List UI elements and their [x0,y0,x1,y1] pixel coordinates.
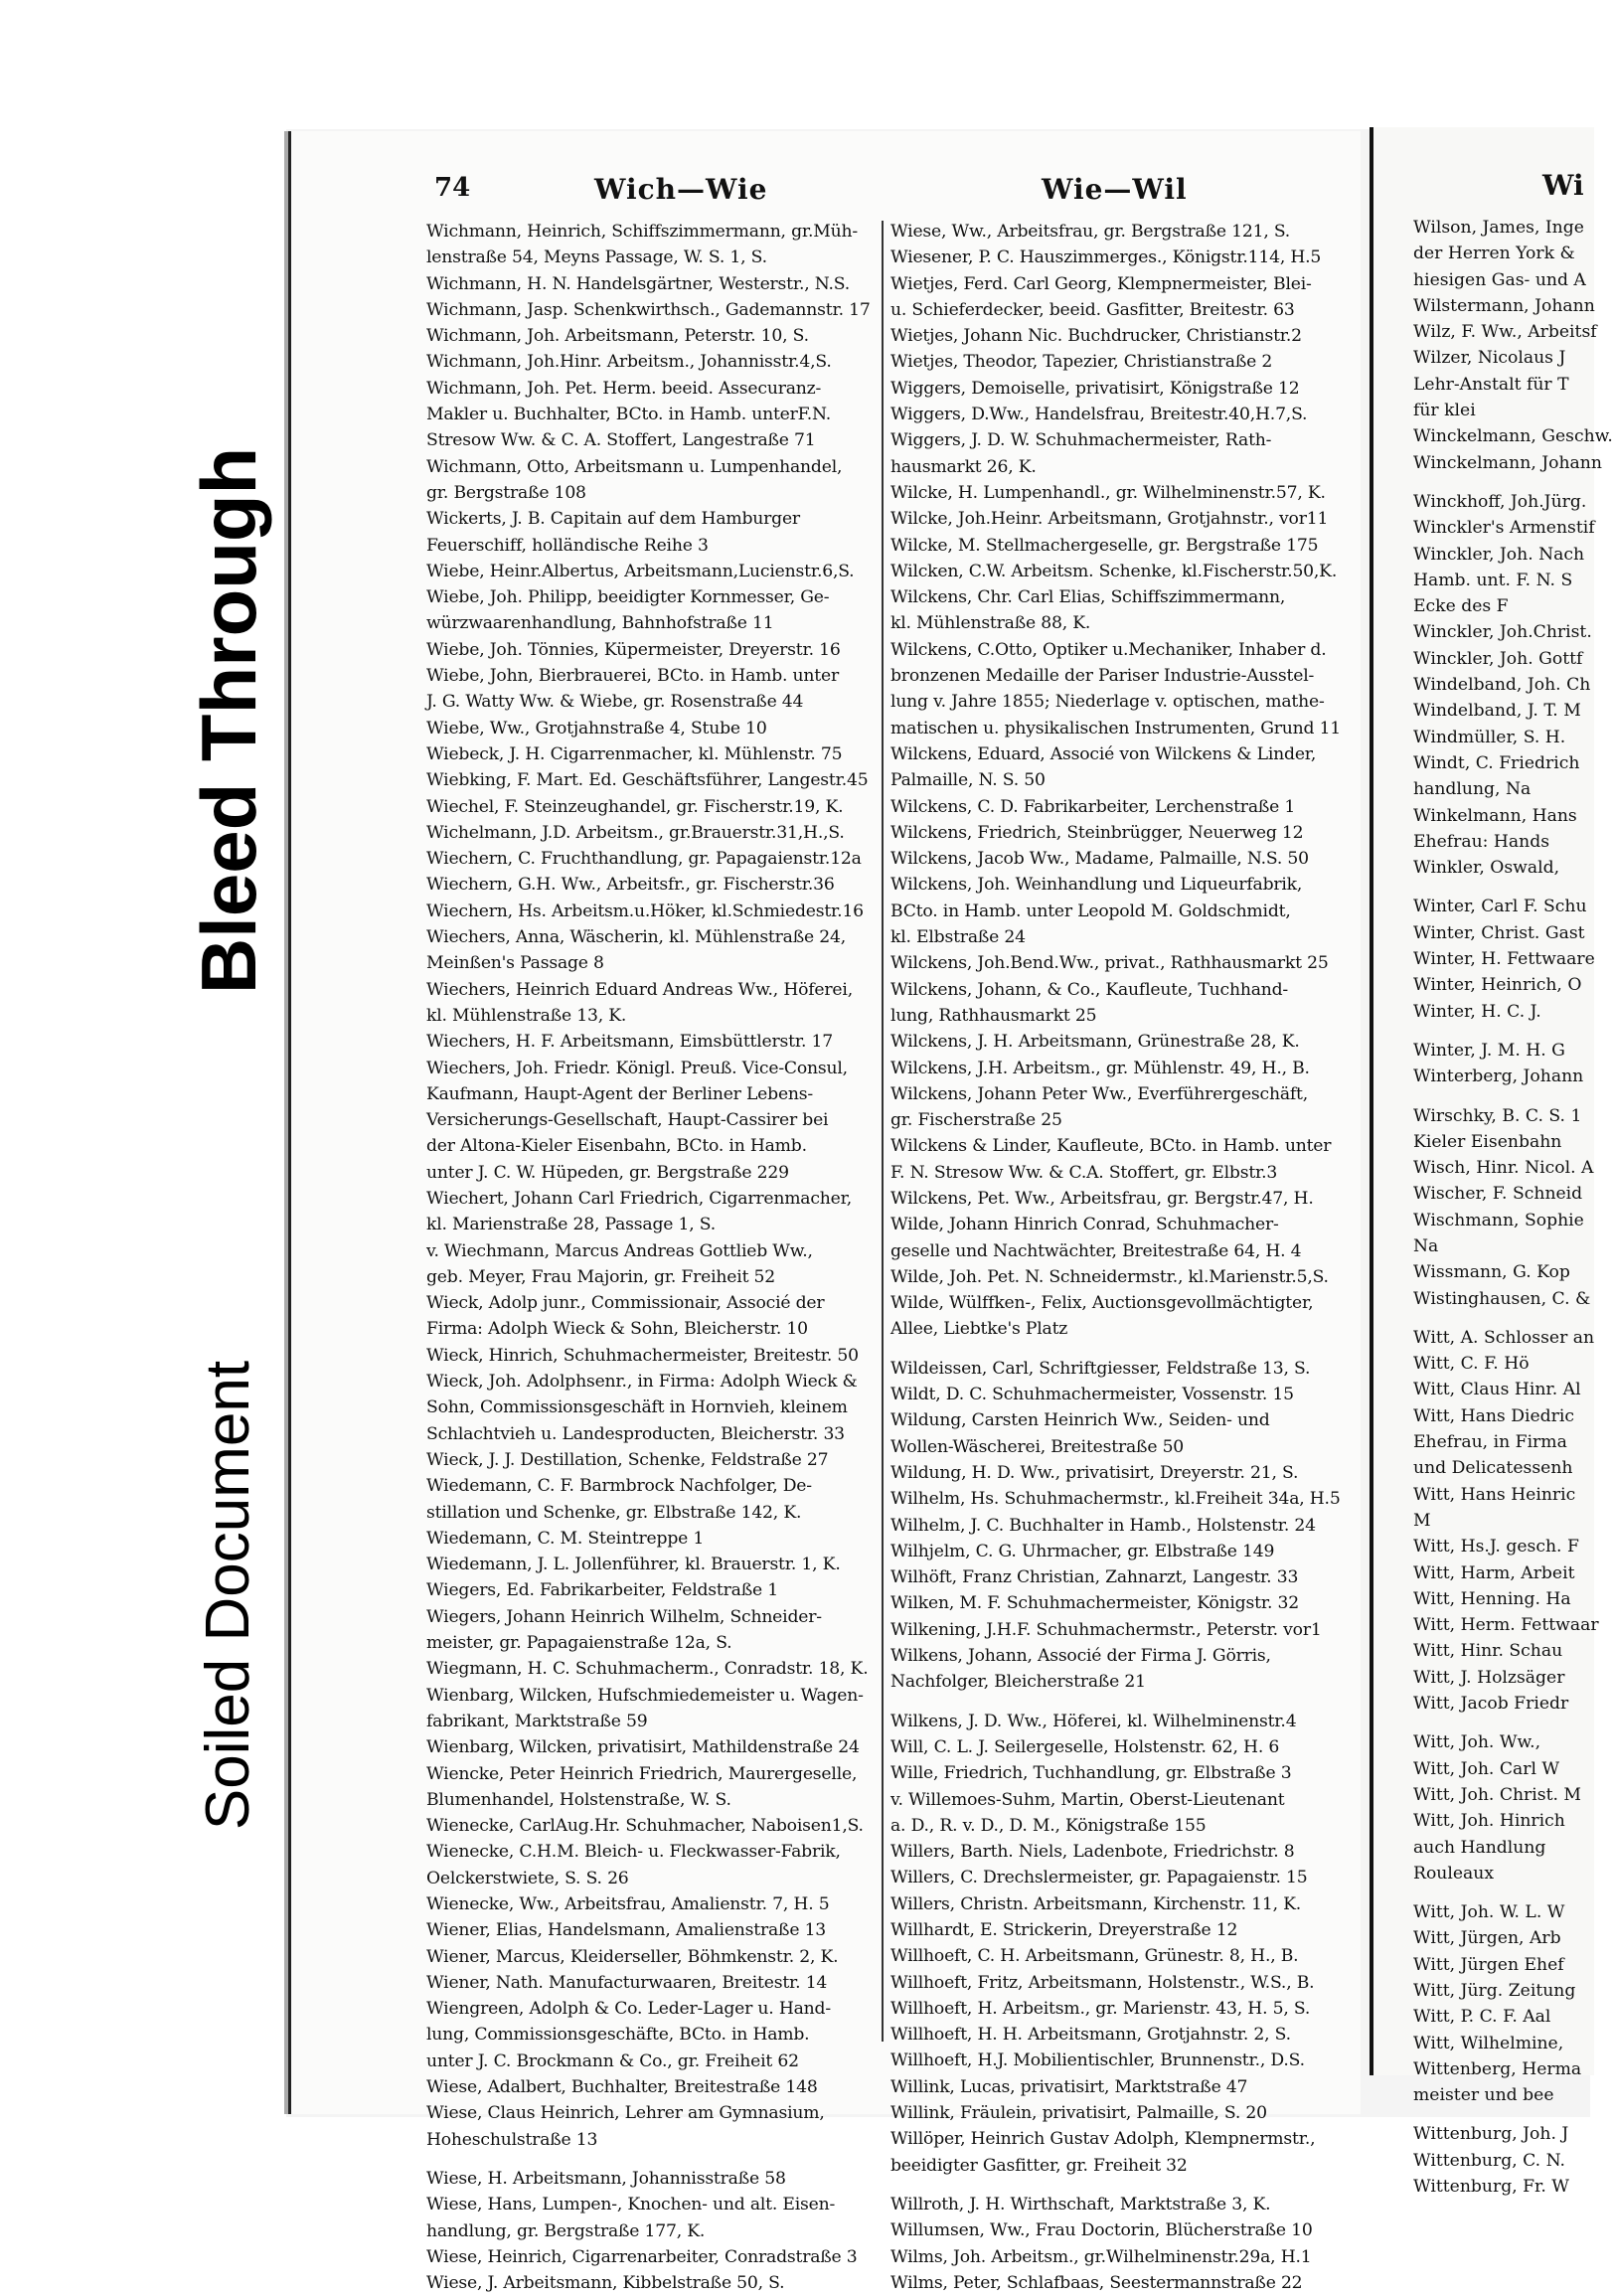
directory-entry-line: Winckhoff, Joh.Jürg. [1413,491,1587,512]
directory-entry-line: lenstraße 54, Meyns Passage, W. S. 1, S. [426,247,767,268]
directory-entry-line: für klei [1413,401,1476,421]
directory-entry-line: Winkelmann, Hans [1413,805,1577,826]
directory-entry-line: Wienbarg, Wilcken, Hufschmiedemeister u. Wagen- [426,1685,864,1706]
page-number: 74 [434,173,471,203]
directory-entry-line: meister, gr. Papagaienstraße 12a, S. [426,1633,732,1654]
directory-entry-line: Wiese, Adalbert, Buchhalter, Breitestraße 148 [426,2077,818,2098]
directory-entry-line: Witt, Joh. Hinrich [1413,1811,1565,1832]
directory-entry-line: Winter, H. C. J. [1413,1001,1541,1022]
directory-entry-line: Wildeissen, Carl, Schriftgiesser, Feldstraße 13, S. [890,1358,1311,1379]
directory-entry-line: und Delicatessenh [1413,1458,1573,1479]
directory-entry-line: Winckler's Armenstif [1413,518,1595,539]
directory-entry-line: Wilms, Peter, Schlafbaas, Seestermannstraße 22 [890,2272,1303,2293]
directory-entry-line: Wiechern, Hs. Arbeitsm.u.Höker, kl.Schmiedestr.16 [426,901,864,921]
directory-entry-line [1413,1090,1612,1103]
directory-entry-line: Wistinghausen, C. & [1413,1288,1591,1309]
directory-entry-line: Wittenberg, Herma [1413,2058,1582,2079]
directory-entry-line: Witt, Joh. Carl W [1413,1758,1560,1779]
directory-entry-line: Wieck, Joh. Adolphsenr., in Firma: Adolph Wieck & [426,1372,858,1393]
directory-entry-line: Wiechert, Johann Carl Friedrich, Cigarrenmacher, [426,1188,853,1209]
directory-entry-line: Wille, Friedrich, Tuchhandlung, gr. Elbstraße 3 [890,1763,1292,1784]
directory-entry-line: Schlachtvieh u. Landesproducten, Bleicherstr. 33 [426,1423,845,1444]
directory-entry-line: Stresow Ww. & C. A. Stoffert, Langestraße 71 [426,430,816,451]
directory-entry-line: Wiedemann, C. F. Barmbrock Nachfolger, De- [426,1476,812,1497]
directory-entry-line: Wilckens, C.Otto, Optiker u.Mechaniker, Inhaber d. [890,639,1327,660]
book-page-right-partial [1370,127,1613,2198]
directory-entry-line: Wiese, Ww., Arbeitsfrau, gr. Bergstraße 121, S. [890,222,1291,242]
directory-entry-line: Wietjes, Ferd. Carl Georg, Klempnermeister, Blei- [890,273,1312,294]
directory-entry-line: Willhoeft, H.J. Mobilientischler, Brunnenstr., D.S. [890,2050,1305,2071]
directory-entry-line: Windelband, Joh. Ch [1413,675,1591,696]
directory-entry-line: Wiencke, Peter Heinrich Friedrich, Maurergeselle, [426,1763,858,1784]
directory-entry-line: Wildung, Carsten Heinrich Ww., Seiden- und [890,1410,1270,1431]
directory-entry-line: Wienecke, CarlAug.Hr. Schuhmacher, Naboisen1,S. [426,1816,864,1837]
directory-entry-line: Ehefrau, in Firma [1413,1432,1567,1453]
directory-entry-line: Willink, Lucas, privatisirt, Marktstraße 47 [890,2076,1248,2097]
directory-entry-line: Wieck, J. J. Destillation, Schenke, Feldstraße 27 [426,1449,829,1470]
directory-entry-line: Wilhelm, J. C. Buchhalter in Hamb., Holstenstr. 24 [890,1515,1316,1536]
directory-entry-line: Wichmann, Heinrich, Schiffszimmermann, gr.Müh- [426,222,859,242]
directory-entry-line: Wilckens, Johann Peter Ww., Everführergeschäft, [890,1083,1309,1104]
directory-entry-line [1413,1886,1612,1899]
directory-entry-line: Wieck, Adolp junr., Commissionair, Associé der [426,1293,825,1314]
directory-entry-line: Wilz, F. Ww., Arbeitsf [1413,322,1597,343]
directory-entry-line: Winckelmann, Geschw. [1413,426,1613,447]
directory-entry-line: Oelckerstwiete, S. S. 26 [426,1868,629,1888]
directory-entry-line: lung, Commissionsgeschäfte, BCto. in Hamb. [426,2025,810,2046]
directory-entry-line: Winckler, Joh. Nach [1413,544,1585,565]
directory-entry-line: Wiebking, F. Mart. Ed. Geschäftsführer, Langestr.45 [426,770,869,791]
directory-entry-line [1413,1025,1612,1038]
directory-entry-line: Wienbarg, Wilcken, privatisirt, Mathildenstraße 24 [426,1737,860,1758]
directory-entry-line: Wiebe, Heinr.Albertus, Arbeitsmann,Lucienstr.6,S. [426,561,855,581]
directory-entry-line: Wiese, Hans, Lumpen-, Knochen- und alt. Eisen- [426,2195,836,2215]
directory-entry-line: handlung, gr. Bergstraße 177, K. [426,2220,706,2241]
directory-entry-line: Wiedemann, C. M. Steintreppe 1 [426,1528,705,1549]
directory-entry-line: Wilhöft, Franz Christian, Zahnarzt, Langestr. 33 [890,1567,1299,1588]
directory-entry-line: Wollen-Wäscherei, Breitestraße 50 [890,1436,1185,1457]
directory-entry-line: Wiegers, Johann Heinrich Wilhelm, Schneider- [426,1606,822,1627]
directory-entry-line: Wiese, Heinrich, Cigarrenarbeiter, Conradstraße 3 [426,2246,858,2267]
directory-entry-line: Wiesener, P. C. Hauszimmerges., Königstr.114, H.5 [890,247,1322,268]
directory-entry-line [1413,476,1612,489]
directory-entry-line: unter J. C. Brockmann & Co., gr. Freiheit 62 [426,2050,799,2071]
directory-entry-line: Winckler, Joh. Gottf [1413,648,1583,669]
directory-entry-line: Witt, P. C. F. Aal [1413,2007,1551,2028]
directory-entry-line: v. Willemoes-Suhm, Martin, Oberst-Lieutenant [890,1789,1285,1810]
column-divider [882,221,884,2042]
directory-entry-line: Witt, Claus Hinr. Al [1413,1380,1581,1400]
directory-entry-line: v. Wiechmann, Marcus Andreas Gottlieb Ww., [426,1240,813,1261]
directory-entry-line: Wilken, M. F. Schuhmachermeister, Königstr. 32 [890,1593,1299,1614]
directory-entry-line: kl. Mühlenstraße 88, K. [890,613,1091,634]
directory-entry-line: Wilckens, Eduard, Associé von Wilckens & Linder, [890,743,1317,764]
directory-entry-line: Willers, Christn. Arbeitsmann, Kirchenstr. 11, K. [890,1893,1302,1914]
directory-entry-line: Winterberg, Johann [1413,1066,1584,1087]
directory-entry-line: Witt, Jürgen, Arb [1413,1928,1561,1949]
directory-entry-line: Wilckens, Johann, & Co., Kaufleute, Tuchhand- [890,979,1289,1000]
directory-entry-line [890,1696,1343,1709]
directory-entry-line: Wietjes, Johann Nic. Buchdrucker, Christianstr.2 [890,326,1302,347]
directory-entry-line: Meinßen's Passage 8 [426,953,604,974]
directory-entry-line: Witt, Herm. Fettwaar [1413,1615,1599,1636]
directory-entry-line: F. N. Stresow Ww. & C.A. Stoffert, gr. Elbstr.3 [890,1162,1278,1183]
book-page-left [288,131,1361,2294]
directory-entry-line: Witt, Joh. W. L. W [1413,1902,1565,1923]
directory-entry-line: Willroth, J. H. Wirthschaft, Marktstraße 3, K. [890,2194,1271,2214]
directory-entry-line: Wilckens, Chr. Carl Elias, Schiffszimmermann, [890,587,1286,608]
directory-entry-line: beeidigter Gasfitter, gr. Freiheit 32 [890,2155,1188,2176]
directory-entry-line: Palmaille, N. S. 50 [890,770,1046,791]
directory-entry-line: Wildung, H. D. Ww., privatisirt, Dreyerstr. 21, S. [890,1462,1299,1483]
directory-entry-line: Wilkening, J.H.F. Schuhmachermstr., Peterstr. vor1 [890,1619,1322,1640]
directory-entry-line: Ehefrau: Hands [1413,831,1550,852]
directory-entry-line [1413,1717,1612,1729]
directory-column-right [890,219,1343,2296]
directory-entry-line: Wiese, H. Arbeitsmann, Johannisstraße 58 [426,2168,786,2189]
directory-entry-line: Winter, Heinrich, O [1413,975,1582,996]
directory-entry-line: Wiechers, Heinrich Eduard Andreas Ww., Höferei, [426,979,853,1000]
directory-entry-line: Witt, Harm, Arbeit [1413,1562,1575,1583]
directory-entry-line: Wilde, Wülffken-, Felix, Auctionsgevollmächtigter, [890,1293,1314,1314]
directory-entry-line: lung v. Jahre 1855; Niederlage v. optischen, mathe- [890,692,1325,713]
directory-entry-line: Witt, Hans Heinric [1413,1484,1576,1505]
directory-entry-line: Wittenburg, C. N. [1413,2150,1565,2171]
directory-entry-line: Witt, Jacob Friedr [1413,1694,1569,1715]
directory-entry-line: Wilckens, Joh. Weinhandlung und Liqueurfabrik, [890,875,1303,896]
directory-entry-line: Wiechers, Anna, Wäscherin, kl. Mühlenstraße 24, [426,927,846,948]
directory-entry-line: Witt, Joh. Christ. M [1413,1784,1582,1805]
directory-entry-line: Wilhelm, Hs. Schuhmachermstr., kl.Freiheit 34a, H.5 [890,1489,1341,1510]
directory-entry-line: Witt, Joh. Ww., [1413,1732,1541,1753]
directory-entry-line: Wienecke, Ww., Arbeitsfrau, Amalienstr. 7, H. 5 [426,1894,830,1914]
directory-entry-line: Winter, H. Fettwaare [1413,949,1595,970]
directory-entry-line: hiesigen Gas- und A [1413,269,1586,290]
directory-entry-line: Wilzer, Nicolaus J [1413,348,1566,369]
directory-entry-line [890,1343,1343,1356]
directory-entry-line: Wiengreen, Adolph & Co. Leder-Lager u. Hand- [426,1999,831,2020]
directory-entry-line: bronzenen Medaille der Pariser Industrie-Ausstel- [890,666,1315,687]
directory-entry-line: Wilckens, J.H. Arbeitsm., gr. Mühlenstr. 49, H., B. [890,1058,1310,1078]
directory-entry-line: Wilde, Joh. Pet. N. Schneidermstr., kl.Marienstr.5,S. [890,1266,1329,1287]
directory-entry-line: Wichelmann, J.D. Arbeitsm., gr.Brauerstr.31,H.,S. [426,822,845,843]
directory-entry-line: würzwaarenhandlung, Bahnhofstraße 11 [426,613,774,634]
directory-entry-line: Kieler Eisenbahn [1413,1131,1562,1152]
directory-entry-line: Wischer, F. Schneid [1413,1184,1583,1205]
directory-entry-line: Wildt, D. C. Schuhmachermeister, Vossenstr. 15 [890,1385,1294,1405]
directory-entry-line [1413,1312,1612,1325]
page-header [291,173,1361,213]
directory-entry-line: Willink, Fräulein, privatisirt, Palmaille, S. 20 [890,2103,1267,2124]
directory-entry-line: Wienecke, C.H.M. Bleich- u. Fleckwasser-Fabrik, [426,1842,841,1863]
directory-entry-line: Winter, J. M. H. G [1413,1040,1565,1061]
directory-entry-line: Wiebe, Ww., Grotjahnstraße 4, Stube 10 [426,718,767,738]
directory-entry-line: Wiechers, Joh. Friedr. Königl. Preuß. Vice-Consul, [426,1058,848,1078]
directory-entry-line: matischen u. physikalischen Instrumenten, Grund 11 [890,718,1342,738]
directory-entry-line: Wichmann, Jasp. Schenkwirthsch., Gademannstr. 17 [426,299,871,320]
directory-entry-line: Witt, Henning. Ha [1413,1588,1571,1609]
directory-entry-line: Wilcke, M. Stellmachergeselle, gr. Bergstraße 175 [890,535,1319,556]
directory-entry-line: Wilde, Johann Hinrich Conrad, Schuhmacher- [890,1215,1279,1235]
directory-entry-line: Wilcke, Joh.Heinr. Arbeitsmann, Grotjahnstr., vor11 [890,509,1329,530]
directory-entry-line: Makler u. Buchhalter, BCto. in Hamb. unterF.N. [426,405,831,425]
directory-entry-line: Wiechel, F. Steinzeughandel, gr. Fischerstr.19, K. [426,796,844,817]
directory-entry-line: Windmüller, S. H. [1413,727,1566,747]
directory-entry-line: Wickerts, J. B. Capitain auf dem Hamburger [426,509,800,530]
directory-entry-line: Hamb. unt. F. N. S [1413,570,1573,590]
directory-entry-line: Willhoeft, H. H. Arbeitsmann, Grotjahnstr. 2, S. [890,2025,1291,2046]
directory-entry-line: Witt, Hans Diedric [1413,1405,1574,1426]
directory-entry-line: Wilckens, Jacob Ww., Madame, Palmaille, N.S. 50 [890,849,1309,870]
directory-entry-line: Wiener, Marcus, Kleiderseller, Böhmkenstr. 2, K. [426,1946,839,1967]
directory-entry-line: Willumsen, Ww., Frau Doctorin, Blücherstraße 10 [890,2220,1313,2241]
header-range-right: Wie—Wil [1042,173,1188,206]
directory-entry-line: fabrikant, Marktstraße 59 [426,1711,648,1731]
directory-entry-line: Wilckens, Pet. Ww., Arbeitsfrau, gr. Bergstr.47, H. [890,1188,1314,1209]
directory-entry-line: Sohn, Commissionsgeschäft in Hornvieh, kleinem [426,1397,848,1418]
directory-entry-line: Wichmann, Joh. Arbeitsmann, Peterstr. 10, S. [426,326,809,347]
directory-entry-line: Wilckens, C. D. Fabrikarbeiter, Lerchenstraße 1 [890,796,1296,817]
directory-entry-line: Wiechern, C. Fruchthandlung, gr. Papagaienstr.12a [426,849,862,870]
directory-entry-line: Wiechern, G.H. Ww., Arbeitsfr., gr. Fischerstr.36 [426,875,835,896]
directory-entry-line: Wichmann, H. N. Handelsgärtner, Westerstr., N.S. [426,273,851,294]
directory-entry-line: Willhardt, E. Strickerin, Dreyerstraße 12 [890,1920,1238,1940]
directory-entry-line: u. Schieferdecker, beeid. Gasfitter, Breitestr. 63 [890,299,1295,320]
directory-entry-line: Willhoeft, C. H. Arbeitsmann, Grünestr. 8, H., B. [890,1946,1299,1967]
directory-entry-line: meister und bee [1413,2085,1554,2106]
soiled-document-label: Soiled Document [194,1360,262,1831]
directory-entry-line: Winkler, Oswald, [1413,858,1560,879]
directory-entry-line: Firma: Adolph Wieck & Sohn, Bleicherstr. 10 [426,1319,808,1340]
directory-entry-line: Willhoeft, H. Arbeitsm., gr. Marienstr. 43, H. 5, S. [890,1998,1311,2019]
directory-entry-line: Wissmann, G. Kop [1413,1262,1570,1283]
directory-entry-line: Wilkens, Johann, Associé der Firma J. Görris, [890,1646,1271,1667]
directory-entry-line: Willöper, Heinrich Gustav Adolph, Klempnermstr., [890,2129,1316,2150]
directory-entry-line: Wiggers, D.Ww., Handelsfrau, Breitestr.40,H.7,S. [890,405,1308,425]
directory-entry-line: auch Handlung [1413,1837,1546,1858]
directory-entry-line: J. G. Watty Ww. & Wiebe, gr. Rosenstraße 44 [426,692,804,713]
directory-entry-line: Witt, J. Holzsäger [1413,1667,1565,1688]
directory-entry-line: Windt, C. Friedrich [1413,752,1580,773]
directory-entry-line: kl. Elbstraße 24 [890,927,1026,948]
directory-entry-line: lung, Rathhausmarkt 25 [890,1005,1097,1026]
directory-entry-line: Hoheschulstraße 13 [426,2129,598,2150]
directory-entry-line [890,2179,1343,2192]
directory-entry-line: Feuerschiff, holländische Reihe 3 [426,535,709,556]
directory-entry-line: Wirschky, B. C. S. 1 [1413,1105,1582,1126]
directory-entry-line: Will, C. L. J. Seilergeselle, Holstenstr. 62, H. 6 [890,1736,1280,1757]
directory-entry-line: Winckelmann, Johann [1413,452,1602,473]
directory-entry-line: Wiggers, J. D. W. Schuhmachermeister, Rath- [890,430,1272,451]
directory-entry-line: Wiechers, H. F. Arbeitsmann, Eimsbüttlerstr. 17 [426,1032,833,1053]
directory-entry-line: Wiggers, Demoiselle, privatisirt, Königstraße 12 [890,378,1300,399]
directory-entry-line: Wilckens, Friedrich, Steinbrügger, Neuerweg 12 [890,822,1304,843]
directory-entry-line: Na [1413,1235,1439,1256]
directory-entry-line: kl. Marienstraße 28, Passage 1, S. [426,1215,716,1235]
directory-entry-line: Witt, C. F. Hö [1413,1354,1530,1375]
directory-entry-line: Wittenburg, Fr. W [1413,2177,1569,2198]
directory-entry-line: Ecke des F [1413,596,1509,617]
directory-entry-line: Winter, Carl F. Schu [1413,897,1587,917]
directory-entry-line: a. D., R. v. D., D. M., Königstraße 155 [890,1815,1207,1836]
directory-entry-line: Versicherungs-Gesellschaft, Haupt-Cassirer bei [426,1110,829,1131]
directory-entry-line: BCto. in Hamb. unter Leopold M. Goldschmidt, [890,901,1291,921]
directory-entry-line: Witt, Wilhelmine, [1413,2033,1564,2053]
directory-entry-line: Wiese, J. Arbeitsmann, Kibbelstraße 50, S. [426,2273,785,2294]
directory-entry-line: geselle und Nachtwächter, Breitestraße 64, H. 4 [890,1240,1302,1261]
directory-entry-line: der Herren York & [1413,244,1575,264]
directory-entry-line: Nachfolger, Bleicherstraße 21 [890,1672,1146,1693]
directory-entry-line: Wilckens & Linder, Kaufleute, BCto. in Hamb. unter [890,1136,1332,1157]
directory-entry-line: Wiese, Claus Heinrich, Lehrer am Gymnasium, [426,2103,825,2124]
directory-entry-line: hausmarkt 26, K. [890,456,1037,477]
directory-entry-line: Lehr-Anstalt für T [1413,374,1569,395]
directory-entry-line: kl. Mühlenstraße 13, K. [426,1005,627,1026]
directory-entry-line: Witt, A. Schlosser an [1413,1327,1595,1348]
directory-entry-line: Wiegmann, H. C. Schuhmacherm., Conradstr. 18, K. [426,1659,869,1680]
directory-entry-line: Rouleaux [1413,1863,1495,1884]
directory-entry-line: Wilckens, J. H. Arbeitsmann, Grünestraße 28, K. [890,1032,1300,1053]
directory-entry-line: Wilcke, H. Lumpenhandl., gr. Wilhelminenstr.57, K. [890,482,1326,503]
directory-entry-line: gr. Fischerstraße 25 [890,1110,1062,1131]
directory-entry-line: Wiebe, Joh. Philipp, beeidigter Kornmesser, Ge- [426,587,830,608]
directory-entry-line: Allee, Liebtke's Platz [890,1319,1068,1340]
directory-entry-line: Wilhjelm, C. G. Uhrmacher, gr. Elbstraße 149 [890,1541,1275,1561]
directory-entry-line: handlung, Na [1413,779,1532,800]
directory-entry-line: Kaufmann, Haupt-Agent der Berliner Lebens- [426,1083,814,1104]
directory-entry-line [426,2153,876,2166]
directory-entry-line: Wilkens, J. D. Ww., Höferei, kl. Wilhelminenstr.4 [890,1711,1297,1731]
directory-entry-line: Wilson, James, Inge [1413,218,1584,238]
directory-entry-line: Blumenhandel, Holstenstraße, W. S. [426,1789,731,1810]
directory-entry-line: Wittenburg, Joh. J [1413,2124,1569,2145]
directory-entry-line: Witt, Jürgen Ehef [1413,1954,1564,1975]
directory-entry-line: Wisch, Hinr. Nicol. A [1413,1158,1594,1179]
directory-entry-line: Wieck, Hinrich, Schuhmachermeister, Breitestr. 50 [426,1345,859,1366]
directory-entry-line: Willers, C. Drechslermeister, gr. Papagaienstr. 15 [890,1868,1308,1888]
directory-entry-line: Wiedemann, J. L. Jollenführer, kl. Brauerstr. 1, K. [426,1555,841,1575]
directory-entry-line: Wischmann, Sophie [1413,1210,1584,1230]
directory-entry-line: Wiener, Elias, Handelsmann, Amalienstraße 13 [426,1920,827,1941]
header-range-left: Wich—Wie [594,173,768,206]
directory-entry-line: Wichmann, Joh. Pet. Herm. beeid. Assecuranz- [426,378,822,399]
directory-entry-line: Winter, Christ. Gast [1413,922,1585,943]
directory-entry-line: Wilms, Joh. Arbeitsm., gr.Wilhelminenstr.29a, H.1 [890,2246,1312,2267]
next-page-header: Wi [1542,169,1584,202]
directory-entry-line: Wiener, Nath. Manufacturwaaren, Breitestr. 14 [426,1972,828,1993]
directory-entry-line [1413,881,1612,894]
directory-entry-line: Willhoeft, Fritz, Arbeitsmann, Holstenstr., W.S., B. [890,1972,1315,1993]
directory-entry-line: stillation und Schenke, gr. Elbstraße 142, K. [426,1502,802,1523]
directory-entry-line: Wietjes, Theodor, Tapezier, Christianstraße 2 [890,352,1273,373]
directory-entry-line: gr. Bergstraße 108 [426,482,586,503]
directory-entry-line: Wilcken, C.W. Arbeitsm. Schenke, kl.Fischerstr.50,K. [890,561,1338,581]
directory-entry-line: unter J. C. W. Hüpeden, gr. Bergstraße 229 [426,1162,789,1183]
directory-entry-line: Witt, Hinr. Schau [1413,1641,1563,1662]
directory-entry-line: geb. Meyer, Frau Majorin, gr. Freiheit 52 [426,1266,776,1287]
directory-entry-line: Windelband, J. T. M [1413,701,1581,722]
directory-entry-line: M [1413,1510,1431,1531]
bleed-through-label: Bleed Through [185,446,272,995]
directory-entry-line: Wiebe, John, Bierbrauerei, BCto. in Hamb. unter [426,666,839,687]
directory-entry-line: Wiebeck, J. H. Cigarrenmacher, kl. Mühlenstr. 75 [426,743,843,764]
directory-entry-line: der Altona-Kieler Eisenbahn, BCto. in Hamb. [426,1136,807,1157]
directory-entry-line: Wiebe, Joh. Tönnies, Küpermeister, Dreyerstr. 16 [426,639,841,660]
directory-entry-line: Witt, Hs.J. gesch. F [1413,1537,1579,1558]
directory-entry-line: Willers, Barth. Niels, Ladenbote, Friedrichstr. 8 [890,1842,1295,1863]
directory-entry-line: Wiegers, Ed. Fabrikarbeiter, Feldstraße 1 [426,1580,778,1601]
directory-column-left [426,219,876,2296]
directory-entry-line: Wilstermann, Johann [1413,295,1595,316]
directory-entry-line: Wichmann, Otto, Arbeitsmann u. Lumpenhandel, [426,456,843,477]
directory-entry-line [1413,2108,1612,2121]
directory-entry-line: Wilckens, Joh.Bend.Ww., privat., Rathhausmarkt 25 [890,953,1329,974]
directory-entry-line: Wichmann, Joh.Hinr. Arbeitsm., Johannisstr.4,S. [426,352,832,373]
directory-entry-line: Witt, Jürg. Zeitung [1413,1981,1576,2001]
directory-entry-line: Winckler, Joh.Christ. [1413,622,1592,643]
directory-column-next-page [1413,215,1612,2200]
